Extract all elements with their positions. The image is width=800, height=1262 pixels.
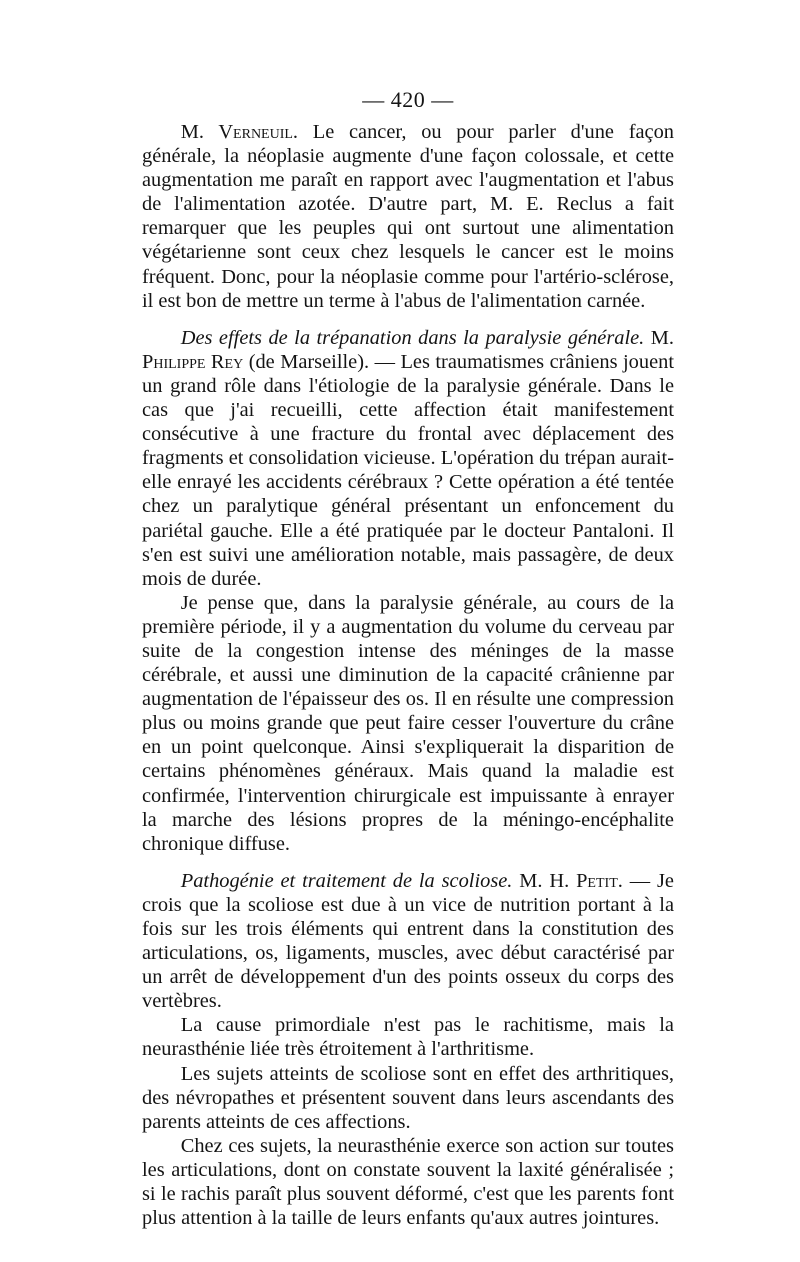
speaker-name: M. H. Petit. [519,869,623,892]
paragraph-text: Le cancer, ou pour parler d'une façon générale, la néoplasie augmente d'une façon colossale, et cette augmentation me paraît en rapport avec l'augmentation et l'abus de l'alimentation azotée. D'autre part, M. E. Reclus a fait remarquer que les peuples qui ont surtout une alimentation végétarienne sont ceux chez lesquels le cancer est le moins fréquent. Donc, pour la néoplasie comme pour l'artério-sclérose, il est bon de mettre un terme à l'abus de l'alimentation carnée. [142,121,674,312]
paragraph-trepanation-intro [142,326,674,591]
paragraph-scoliose-cause: La cause primordiale n'est pas le rachitisme, mais la neurasthénie liée très étroitement à l'arthritisme. [142,1014,674,1061]
section-title: Des effets de la trépanation dans la paralysie générale. [180,326,645,349]
paragraph-scoliose-action: Chez ces sujets, la neurasthénie exerce son action sur toutes les articulations, dont on constate souvent la laxité généralisée ; si le rachis paraît plus souvent déformé, c'est que les parents font plus attention à la taille de leurs enfants qu'aux autres jointures. [142,1134,674,1230]
paragraph-text: — Je crois que la scoliose est due à un vice de nutrition portant à la fois sur les trois éléments qui entrent dans la constitution des articulations, os, ligaments, muscles, avec début caractérisé par un arrêt de développement d'un des points osseux du corps des vertèbres. [142,869,674,1013]
speaker-name: M. Philippe Rey [142,326,674,373]
paragraph-scoliose-intro [142,869,674,1014]
paragraph-trepanation-discussion: Je pense que, dans la paralysie générale, au cours de la première période, il y a augmentation du volume du cerveau par suite de la congestion intense des méninges de la masse cérébrale, et aussi une diminution de la capacité crânienne par augmentation de l'épaisseur des os. Il en résulte une compression plus ou moins grande que peut faire cesser l'ouverture du crâne en un point quelconque. Ainsi s'expliquerait la disparition de certains phénomènes généraux. Mais quand la maladie est confirmée, l'intervention chirurgicale est impuissante à enrayer la marche des lésions propres de la méningo-encéphalite chronique diffuse. [142,591,674,855]
section-title: Pathogénie et traitement de la scoliose. [180,869,513,892]
paragraph-scoliose-subjects: Les sujets atteints de scoliose sont en effet des arthritiques, des névropathes et présentent souvent dans leurs ascendants des parents atteints de ces affections. [142,1062,674,1133]
document-page [142,86,674,1230]
paragraph-verneuil [142,120,674,313]
paragraph-text: (de Marseille). — Les traumatismes crâniens jouent un grand rôle dans l'étiologie de la paralysie générale. Dans le cas que j'ai recueilli, cette affection était manifestement consécutive à une fracture du frontal avec déplacement des fragments et consolidation vicieuse. L'opération du trépan aurait-elle enrayé les accidents cérébraux ? Cette opération a été tentée chez un paralytique général présentant un enfoncement du pariétal gauche. Elle a été pratiquée par le docteur Pantaloni. Il s'en est suivi une amélioration notable, mais passagère, de deux mois de durée. [142,350,674,590]
speaker-name: M. Verneuil. [180,121,299,143]
page-number: — 420 — [362,87,454,112]
